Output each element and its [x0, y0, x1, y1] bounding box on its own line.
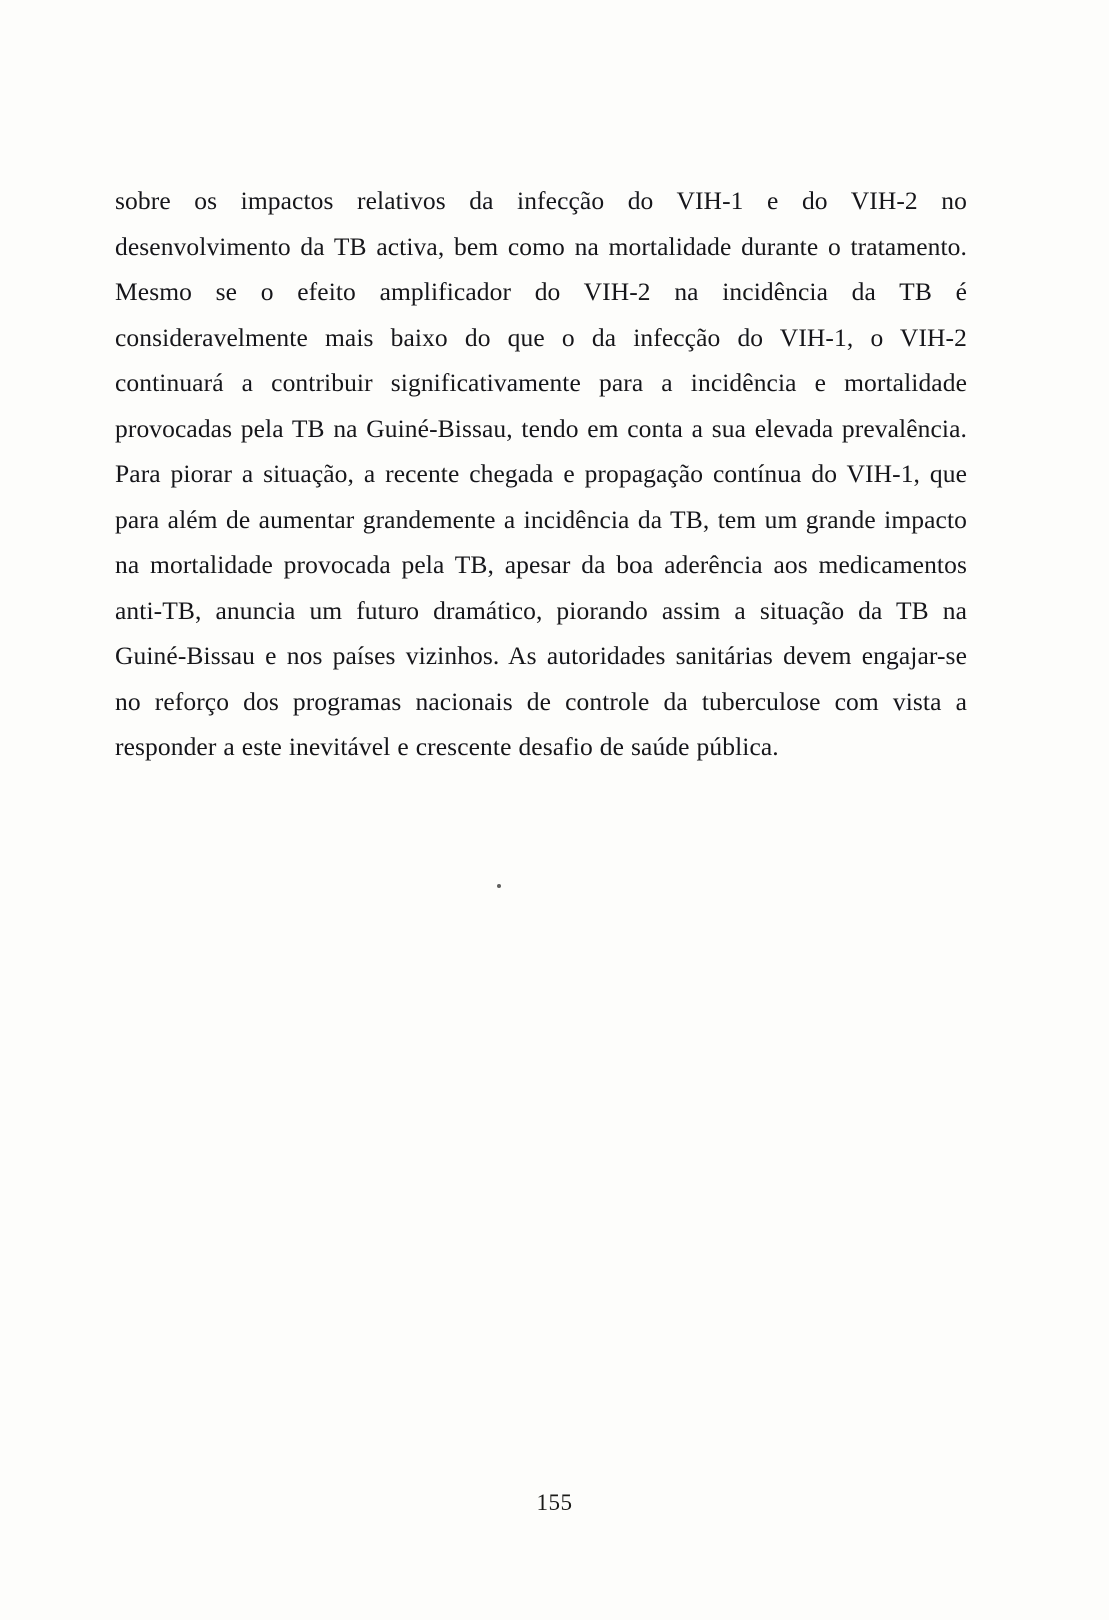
- ink-speck: [497, 884, 501, 888]
- page-number: 155: [536, 1490, 573, 1515]
- body-text-block: [115, 178, 967, 770]
- body-paragraph: sobre os impactos relativos da infecção do VIH-1 e do VIH-2 no desenvolvimento da TB activa, bem como na mortalidade durante o tratamento. Mesmo se o efeito amplificador do VIH-2 na incidência da TB é consideravelmente mais baixo do que o da infecção do VIH-1, o VIH-2 continuará a contribuir significativamente para a incidência e mortalidade provocadas pela TB na Guiné-Bissau, tendo em conta a sua elevada prevalência. Para piorar a situação, a recente chegada e propagação contínua do VIH-1, que para além de aumentar grandemente a incidência da TB, tem um grande impacto na mortalidade provocada pela TB, apesar da boa aderência aos medicamentos anti-TB, anuncia um futuro dramático, piorando assim a situação da TB na Guiné-Bissau e nos países vizinhos. As autoridades sanitárias devem engajar-se no reforço dos programas nacionais de controle da tuberculose com vista a responder a este inevitável e crescente desafio de saúde pública.: [115, 186, 967, 761]
